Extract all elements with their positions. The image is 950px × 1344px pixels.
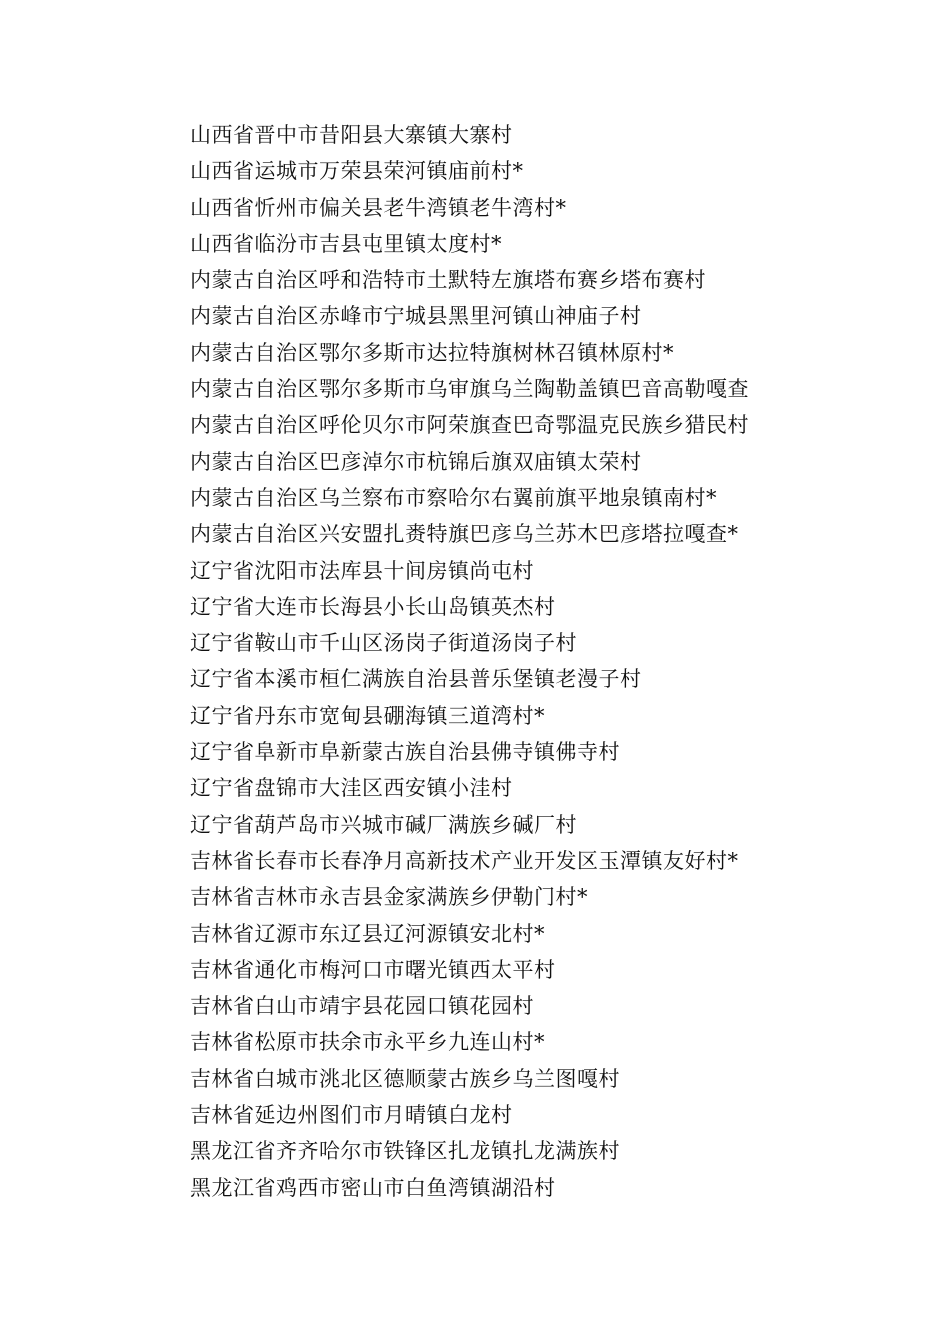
list-item: 辽宁省盘锦市大洼区西安镇小洼村: [190, 776, 513, 801]
list-item: 内蒙古自治区鄂尔多斯市乌审旗乌兰陶勒盖镇巴音高勒嘎查: [190, 377, 749, 402]
list-item: 辽宁省阜新市阜新蒙古族自治县佛寺镇佛寺村: [190, 740, 620, 765]
list-item: 辽宁省葫芦岛市兴城市碱厂满族乡碱厂村: [190, 812, 577, 837]
list-item: 山西省晋中市昔阳县大寨镇大寨村: [190, 123, 513, 147]
list-item: 内蒙古自治区鄂尔多斯市达拉特旗树林召镇林原村*: [190, 340, 674, 365]
list-item: 山西省运城市万荣县荣河镇庙前村*: [190, 159, 524, 184]
list-item: 吉林省长春市长春净月高新技术产业开发区玉潭镇友好村*: [190, 848, 739, 873]
list-item: 内蒙古自治区乌兰察布市察哈尔右翼前旗平地泉镇南村*: [190, 485, 717, 510]
list-item: 内蒙古自治区巴彦淖尔市杭锦后旗双庙镇太荣村: [190, 449, 642, 474]
list-item: 内蒙古自治区呼和浩特市土默特左旗塔布赛乡塔布赛村: [190, 268, 706, 293]
list-item: 吉林省吉林市永吉县金家满族乡伊勒门村*: [190, 885, 588, 910]
list-item: 辽宁省大连市长海县小长山岛镇英杰村: [190, 594, 556, 619]
list-item: 吉林省白城市洮北区德顺蒙古族乡乌兰图嘎村: [190, 1066, 620, 1091]
list-item: 辽宁省沈阳市法库县十间房镇尚屯村: [190, 558, 534, 583]
list-item: 吉林省白山市靖宇县花园口镇花园村: [190, 994, 534, 1019]
list-item: 内蒙古自治区赤峰市宁城县黑里河镇山神庙子村: [190, 304, 642, 329]
list-item: 吉林省通化市梅河口市曙光镇西太平村: [190, 957, 556, 982]
list-item: 黑龙江省齐齐哈尔市铁锋区扎龙镇扎龙满族村: [190, 1139, 620, 1164]
list-item: 辽宁省本溪市桓仁满族自治县普乐堡镇老漫子村: [190, 667, 642, 692]
list-item: 山西省临汾市吉县屯里镇太度村*: [190, 231, 502, 256]
list-item: 吉林省松原市扶余市永平乡九连山村*: [190, 1030, 545, 1055]
list-item: 辽宁省鞍山市千山区汤岗子街道汤岗子村: [190, 631, 577, 656]
list-item: 山西省忻州市偏关县老牛湾镇老牛湾村*: [190, 195, 567, 220]
list-item: 吉林省辽源市东辽县辽河源镇安北村*: [190, 921, 545, 946]
list-item: 黑龙江省鸡西市密山市白鱼湾镇湖沿村: [190, 1175, 556, 1200]
list-item: 辽宁省丹东市宽甸县硼海镇三道湾村*: [190, 703, 545, 728]
village-list: [190, 117, 890, 1206]
list-item: 内蒙古自治区呼伦贝尔市阿荣旗查巴奇鄂温克民族乡猎民村: [190, 413, 749, 438]
list-item: 内蒙古自治区兴安盟扎赉特旗巴彦乌兰苏木巴彦塔拉嘎查*: [190, 522, 739, 547]
list-item: 吉林省延边州图们市月晴镇白龙村: [190, 1103, 513, 1128]
